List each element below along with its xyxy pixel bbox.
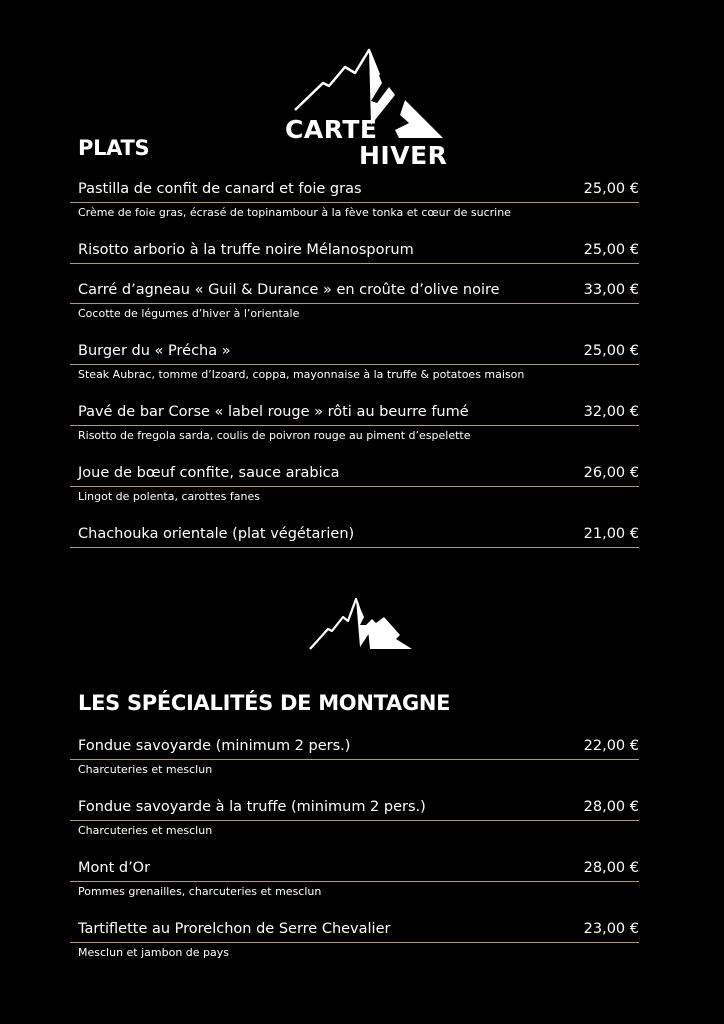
section-title-plats: PLATS bbox=[78, 136, 150, 160]
menu-item bbox=[70, 462, 639, 503]
menu-item-name: Fondue savoyarde à la truffe (minimum 2 pers.) bbox=[78, 799, 426, 815]
menu-item bbox=[70, 279, 639, 320]
menu-item-row bbox=[70, 523, 639, 548]
menu-item-price: 25,00 € bbox=[583, 343, 639, 359]
menu-item-row bbox=[70, 239, 639, 264]
menu-item-row bbox=[70, 340, 639, 365]
menu-item bbox=[70, 796, 639, 837]
menu-item-description: Charcuteries et mesclun bbox=[78, 763, 213, 776]
menu-item bbox=[70, 857, 639, 898]
menu-item-row bbox=[70, 401, 639, 426]
menu-item-row bbox=[70, 279, 639, 304]
menu-item-name: Mont d’Or bbox=[78, 860, 151, 876]
logo-text-carte: CARTE bbox=[285, 115, 378, 144]
menu-item-price: 25,00 € bbox=[583, 181, 639, 197]
menu-item-price: 32,00 € bbox=[583, 404, 639, 420]
menu-item-price: 28,00 € bbox=[583, 860, 639, 876]
menu-item-row bbox=[70, 796, 639, 821]
menu-item-price: 21,00 € bbox=[583, 526, 639, 542]
menu-item-price: 25,00 € bbox=[583, 242, 639, 258]
menu-item-description: Steak Aubrac, tomme d’Izoard, coppa, mayonnaise à la truffe & potatoes maison bbox=[78, 368, 525, 381]
mountain-divider bbox=[308, 595, 416, 653]
logo-text-hiver: HIVER bbox=[359, 141, 448, 170]
menu-item-name: Joue de bœuf confite, sauce arabica bbox=[78, 465, 340, 481]
menu-item-price: 26,00 € bbox=[583, 465, 639, 481]
carte-hiver-logo bbox=[285, 45, 450, 170]
menu-item bbox=[70, 401, 639, 442]
mountain-icon bbox=[308, 595, 416, 653]
menu-item bbox=[70, 523, 639, 548]
menu-item-description: Pommes grenailles, charcuteries et mesclun bbox=[78, 885, 322, 898]
menu-item-description: Crème de foie gras, écrasé de topinambour à la fève tonka et cœur de sucrine bbox=[78, 206, 511, 219]
menu-item-description: Lingot de polenta, carottes fanes bbox=[78, 490, 260, 503]
menu-item-name: Pastilla de confit de canard et foie gras bbox=[78, 181, 362, 197]
menu-item-price: 33,00 € bbox=[583, 282, 639, 298]
menu-item-row bbox=[70, 462, 639, 487]
menu-item-price: 28,00 € bbox=[583, 799, 639, 815]
menu-item bbox=[70, 735, 639, 776]
menu-item bbox=[70, 340, 639, 381]
menu-item-name: Fondue savoyarde (minimum 2 pers.) bbox=[78, 738, 351, 754]
menu-item bbox=[70, 239, 639, 264]
menu-item-name: Pavé de bar Corse « label rouge » rôti au beurre fumé bbox=[78, 404, 469, 420]
menu-item-price: 23,00 € bbox=[583, 921, 639, 937]
menu-item-description: Risotto de fregola sarda, coulis de poivron rouge au piment d’espelette bbox=[78, 429, 471, 442]
section-title-specialites: LES SPÉCIALITÉS DE MONTAGNE bbox=[78, 691, 451, 715]
menu-item-row bbox=[70, 857, 639, 882]
menu-item-description: Charcuteries et mesclun bbox=[78, 824, 213, 837]
menu-item-price: 22,00 € bbox=[583, 738, 639, 754]
menu-item-name: Burger du « Précha » bbox=[78, 343, 231, 359]
menu-item-name: Chachouka orientale (plat végétarien) bbox=[78, 526, 355, 542]
menu-item-name: Tartiflette au Prorelchon de Serre Chevalier bbox=[78, 921, 391, 937]
menu-item-name: Carré d’agneau « Guil & Durance » en croûte d’olive noire bbox=[78, 282, 500, 298]
menu-item-description: Mesclun et jambon de pays bbox=[78, 946, 230, 959]
menu-item-description: Cocotte de légumes d’hiver à l’orientale bbox=[78, 307, 300, 320]
menu-item-row bbox=[70, 918, 639, 943]
menu-item-row bbox=[70, 178, 639, 203]
menu-item-row bbox=[70, 735, 639, 760]
menu-item bbox=[70, 178, 639, 219]
menu-item-name: Risotto arborio à la truffe noire Mélanosporum bbox=[78, 242, 414, 258]
menu-item bbox=[70, 918, 639, 959]
